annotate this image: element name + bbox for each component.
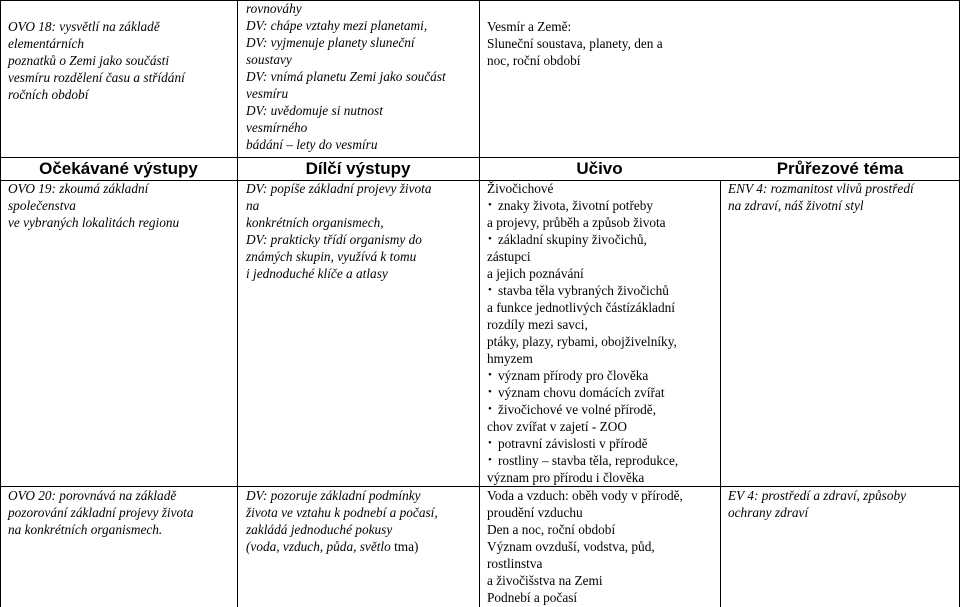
text-line: DV: vyjmenuje planety sluneční xyxy=(246,35,415,50)
bullet-text: stavba těla vybraných živočichů xyxy=(498,283,669,298)
text-line: společenstva xyxy=(8,198,76,213)
text-line: DV: pozoruje základní podmínky xyxy=(246,488,421,503)
list-item xyxy=(487,231,719,248)
text-line: rovnováhy xyxy=(246,1,302,16)
list-item xyxy=(487,367,719,384)
text-line: a projevy, průběh a způsob života xyxy=(487,215,666,230)
text-line: OVO 20: porovnává na základě xyxy=(8,488,177,503)
text-line: vesmíru xyxy=(246,86,289,101)
row2-cross-curricular-theme xyxy=(724,180,958,214)
text-line: konkrétních organismech, xyxy=(246,215,384,230)
curriculum-bullet-list xyxy=(487,367,719,418)
text-line: noc, roční období xyxy=(487,53,581,68)
bullet-text: znaky života, životní potřeby xyxy=(498,198,654,213)
text-line: proudění vzduchu xyxy=(487,505,583,520)
text-line: Voda a vzduch: oběh vody v přírodě, xyxy=(487,488,683,503)
row2-partial-output xyxy=(242,180,477,282)
text-line: DV: chápe vztahy mezi planetami, xyxy=(246,18,428,33)
table-border-top xyxy=(0,0,960,1)
list-item xyxy=(487,282,719,299)
header-partial-outputs: Dílčí výstupy xyxy=(305,159,411,178)
text-line: OVO 18: vysvětlí na základě xyxy=(8,19,160,34)
text-line: Význam ovzduší, vodstva, půd, xyxy=(487,539,655,554)
header-expected-outputs: Očekávané výstupy xyxy=(39,159,198,178)
row3-cross-curricular-theme xyxy=(724,487,958,521)
text-line: EV 4: prostředí a zdraví, způsoby xyxy=(728,488,907,503)
header-cross-curricular-theme: Průřezové téma xyxy=(776,159,904,178)
text-line: chov zvířat v zajetí - ZOO xyxy=(487,419,627,434)
bullet-text: význam chovu domácích zvířat xyxy=(498,385,665,400)
curriculum-bullet-list xyxy=(487,282,719,299)
bullet-text: význam přírody pro člověka xyxy=(498,368,649,383)
text-line: Vesmír a Země: xyxy=(487,19,572,34)
text-line: hmyzem xyxy=(487,351,533,366)
col-divider-1 xyxy=(237,0,238,607)
text-line: Podnebí a počasí xyxy=(487,590,578,605)
list-item xyxy=(487,384,719,401)
curriculum-bullet-list xyxy=(487,231,719,248)
text-line: soustavy xyxy=(246,52,292,67)
curriculum-title: Živočichové xyxy=(487,181,554,196)
col-divider-3 xyxy=(720,180,721,607)
bullet-text: potravní závislosti v přírodě xyxy=(498,436,648,451)
text-fragment: (voda, vzduch, půda, světlo xyxy=(246,539,391,554)
curriculum-bullet-list xyxy=(487,197,719,214)
text-line: ENV 4: rozmanitost vlivů prostředí xyxy=(728,181,914,196)
text-line: poznatků o Zemi jako součásti xyxy=(8,53,170,68)
text-line: Den a noc, roční období xyxy=(487,522,616,537)
text-line: DV: vnímá planetu Zemi jako součást xyxy=(246,69,446,84)
text-line: a jejich poznávání xyxy=(487,266,584,281)
text-line: vesmírného xyxy=(246,120,308,135)
text-line: zástupci xyxy=(487,249,531,264)
row2-expected-output xyxy=(4,180,234,231)
text-line: DV: prakticky třídí organismy do xyxy=(246,232,422,247)
text-line: známých skupin, využívá k tomu xyxy=(246,249,417,264)
text-fragment: tma) xyxy=(394,539,419,554)
text-line: ptáky, plazy, rybami, obojživelníky, xyxy=(487,334,677,349)
bullet-text: základní skupiny živočichů, xyxy=(498,232,647,247)
text-line: a živočišstva na Zemi xyxy=(487,573,603,588)
col-divider-left xyxy=(0,0,1,607)
text-line: na konkrétních organismech. xyxy=(8,522,163,537)
text-line: rozdíly mezi savci, xyxy=(487,317,588,332)
text-line: DV: popíše základní projevy života xyxy=(246,181,432,196)
text-line: Sluneční soustava, planety, den a xyxy=(487,36,663,51)
top-partial-output xyxy=(242,0,477,153)
curriculum-bullet-list xyxy=(487,435,719,469)
bullet-text: živočichové ve volné přírodě, xyxy=(498,402,657,417)
text-line: vesmíru rozdělení času a střídání xyxy=(8,70,185,85)
text-line: význam pro přírodu i člověka xyxy=(487,470,645,485)
text-line: a funkce jednotlivých částízákladní xyxy=(487,300,675,315)
text-line: pozorování základní projevy života xyxy=(8,505,194,520)
top-expected-output xyxy=(4,18,234,103)
text-line: života ve vztahu k podnebí a počasí, xyxy=(246,505,438,520)
col-divider-2 xyxy=(479,0,480,607)
text-line: na zdraví, náš životní styl xyxy=(728,198,864,213)
header-curriculum: Učivo xyxy=(576,159,623,178)
text-line: na xyxy=(246,198,260,213)
text-line: bádání – lety do vesmíru xyxy=(246,137,378,152)
text-line: OVO 19: zkoumá základní xyxy=(8,181,149,196)
text-line: zakládá jednoduché pokusy xyxy=(246,522,393,537)
list-item xyxy=(487,452,719,469)
bullet-text: rostliny – stavba těla, reprodukce, xyxy=(498,453,679,468)
text-line: elementárních xyxy=(8,36,85,51)
row3-curriculum xyxy=(483,487,719,606)
text-line: DV: uvědomuje si nutnost xyxy=(246,103,383,118)
text-line: ochrany zdraví xyxy=(728,505,809,520)
top-curriculum xyxy=(483,18,718,69)
text-line: ročních období xyxy=(8,87,89,102)
list-item xyxy=(487,197,719,214)
row3-expected-output xyxy=(4,487,234,538)
row2-curriculum xyxy=(483,180,719,486)
text-line: i jednoduché klíče a atlasy xyxy=(246,266,388,281)
text-line: ve vybraných lokalitách regionu xyxy=(8,215,180,230)
text-line: rostlinstva xyxy=(487,556,543,571)
text-line xyxy=(246,538,477,555)
row3-partial-output xyxy=(242,487,477,555)
list-item xyxy=(487,401,719,418)
list-item xyxy=(487,435,719,452)
